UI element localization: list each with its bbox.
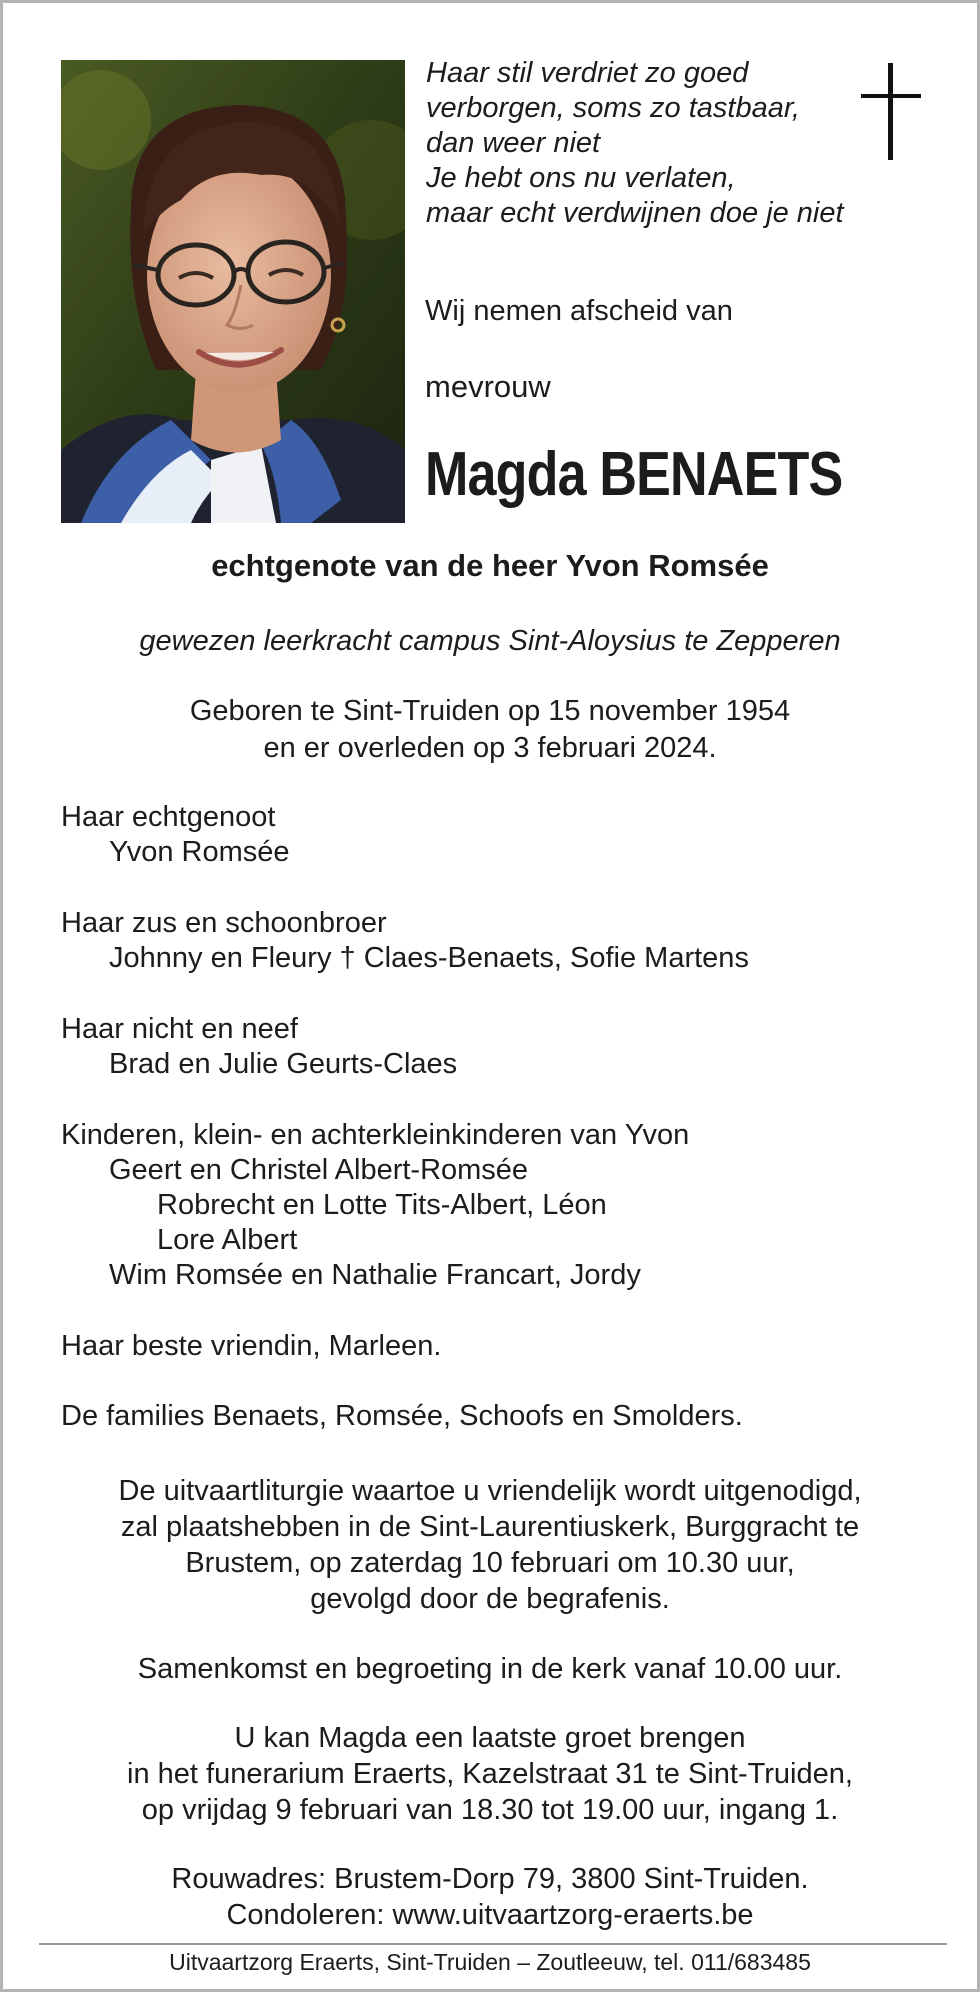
poem-line: maar echt verdwijnen doe je niet bbox=[426, 197, 844, 229]
intro-text: Wij nemen afscheid van bbox=[425, 295, 733, 327]
family-group bbox=[61, 800, 749, 870]
family-member: Lore Albert bbox=[157, 1224, 298, 1256]
funeral-line: gevolgd door de begrafenis. bbox=[310, 1583, 670, 1615]
funeral-info bbox=[43, 1473, 937, 1617]
spouse-line: echtgenote van de heer Yvon Romsée bbox=[211, 548, 769, 583]
honorific: mevrouw bbox=[425, 369, 551, 404]
birth-line: Geboren te Sint-Truiden op 15 november 1954 bbox=[189, 695, 791, 727]
family-heading: Haar zus en schoonbroer bbox=[61, 907, 387, 939]
visitation-line: U kan Magda een laatste groet brengen bbox=[234, 1722, 746, 1754]
gathering-info: Samenkomst en begroeting in de kerk vanaf 10.00 uur. bbox=[137, 1653, 843, 1685]
contact-info bbox=[43, 1861, 937, 1933]
family-list bbox=[61, 800, 749, 1469]
cross-icon bbox=[861, 63, 921, 163]
family-heading: Haar nicht en neef bbox=[61, 1013, 298, 1045]
family-member: Yvon Romsée bbox=[109, 836, 290, 868]
family-heading: Kinderen, klein- en achterkleinkinderen van Yvon bbox=[61, 1119, 690, 1151]
poem-line: Haar stil verdriet zo goed bbox=[426, 57, 749, 89]
footer-divider bbox=[39, 1943, 947, 1945]
family-group bbox=[61, 906, 749, 976]
visitation-line: op vrijdag 9 februari van 18.30 tot 19.00 uur, ingang 1. bbox=[141, 1794, 839, 1826]
funeral-line: De uitvaartliturgie waartoe u vriendelijk wordt uitgenodigd, bbox=[118, 1475, 862, 1507]
poem bbox=[426, 56, 846, 231]
funeral-home-footer: Uitvaartzorg Eraerts, Sint-Truiden – Zoutleeuw, tel. 011/683485 bbox=[169, 1949, 811, 1975]
families-line: De families Benaets, Romsée, Schoofs en Smolders. bbox=[61, 1400, 743, 1432]
portrait-photo bbox=[61, 60, 405, 523]
visitation-info bbox=[43, 1720, 937, 1828]
family-group bbox=[61, 1118, 749, 1293]
funeral-line: Brustem, op zaterdag 10 februari om 10.30 uur, bbox=[185, 1547, 795, 1579]
poem-line: dan weer niet bbox=[426, 127, 601, 159]
occupation-line: gewezen leerkracht campus Sint-Aloysius te Zepperen bbox=[139, 625, 841, 657]
family-member: Geert en Christel Albert-Romsée bbox=[109, 1154, 529, 1186]
death-line: en er overleden op 3 februari 2024. bbox=[263, 732, 717, 764]
birth-death-info bbox=[3, 693, 977, 767]
family-member: Wim Romsée en Nathalie Francart, Jordy bbox=[109, 1259, 641, 1291]
portrait-illustration bbox=[61, 60, 405, 523]
deceased-name: Magda BENAETS bbox=[425, 440, 843, 509]
poem-line: Je hebt ons nu verlaten, bbox=[426, 162, 736, 194]
mourning-address: Rouwadres: Brustem-Dorp 79, 3800 Sint-Truiden. bbox=[171, 1863, 809, 1895]
visitation-line: in het funerarium Eraerts, Kazelstraat 31 te Sint-Truiden, bbox=[127, 1758, 853, 1790]
family-group bbox=[61, 1012, 749, 1082]
friend-line: Haar beste vriendin, Marleen. bbox=[61, 1330, 442, 1362]
family-heading: Haar echtgenoot bbox=[61, 801, 276, 833]
family-member: Brad en Julie Geurts-Claes bbox=[109, 1048, 458, 1080]
funeral-line: zal plaatshebben in de Sint-Laurentiuskerk, Burggracht te bbox=[120, 1511, 860, 1543]
family-member: Johnny en Fleury † Claes-Benaets, Sofie Martens bbox=[109, 942, 749, 974]
family-member: Robrecht en Lotte Tits-Albert, Léon bbox=[157, 1189, 607, 1221]
condolence-link[interactable]: Condoleren: www.uitvaartzorg-eraerts.be bbox=[226, 1899, 754, 1931]
poem-line: verborgen, soms zo tastbaar, bbox=[426, 92, 800, 124]
